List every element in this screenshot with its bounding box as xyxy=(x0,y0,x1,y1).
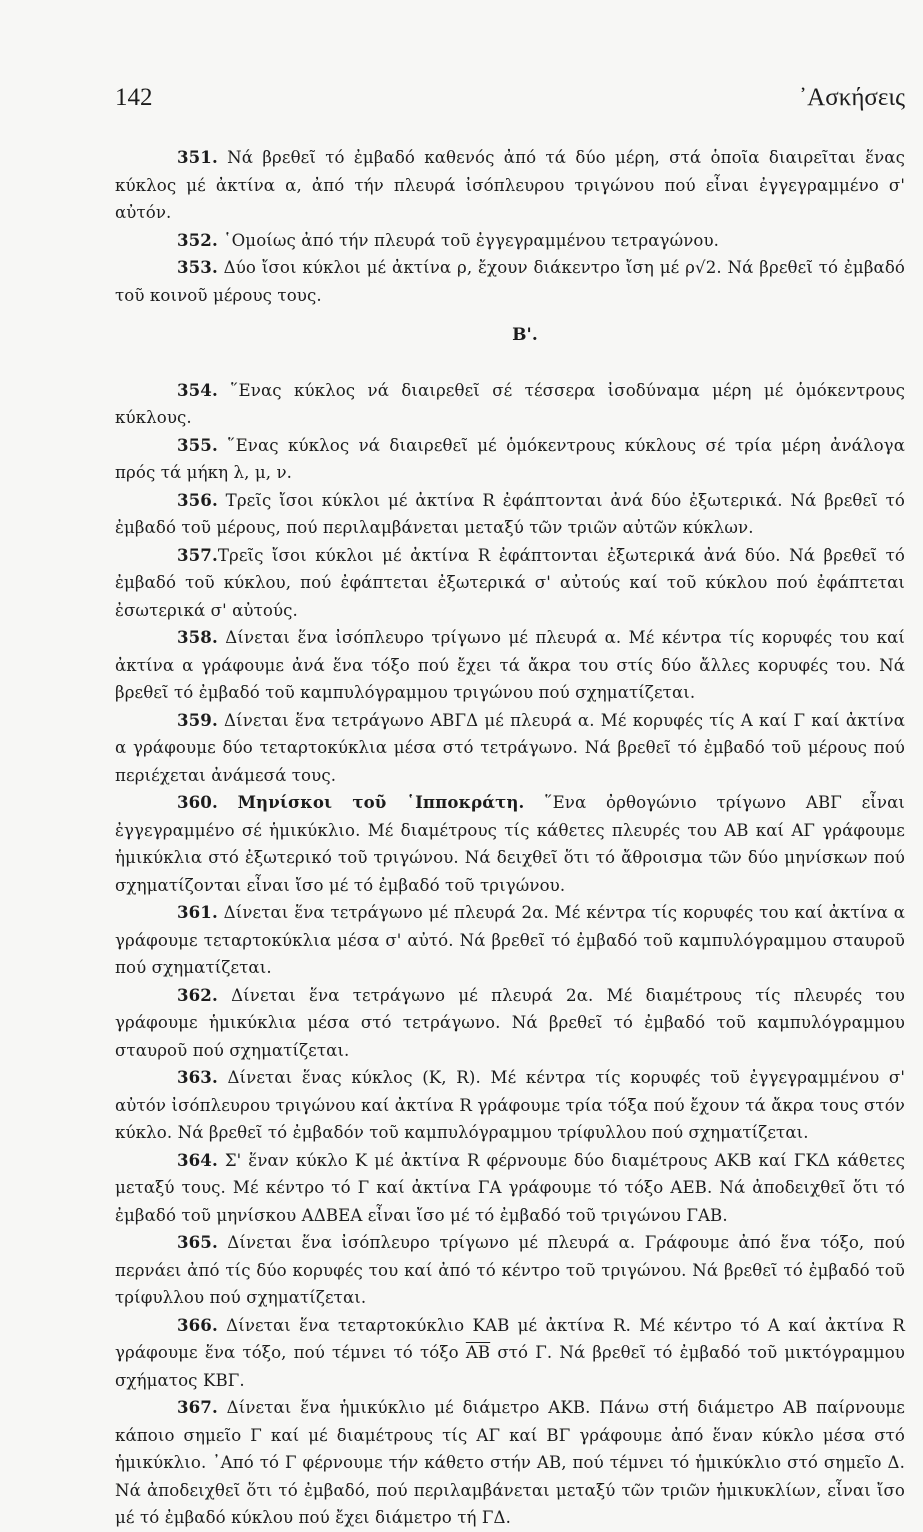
exercise-text: ῞Ενας κύκλος νά διαιρεθεῖ σέ τέσσερα ἰσοδύναμα μέρη μέ ὁμόκεντρους κύκλους. xyxy=(115,380,906,427)
exercise-text: Δύο ἴσοι κύκλοι μέ ἀκτίνα ρ, ἔχουν διάκεντρο ἴση μέ ρ√2. Νά βρεθεῖ τό ἐμβαδό τοῦ κοινοῦ μέρους τους. xyxy=(115,258,905,305)
exercise-text: Δίνεται ἕνα ἰσόπλευρο τρίγωνο μέ πλευρά α. Μέ κέντρα τίς κορυφές του καί ἀκτίνα α γράφουμε ἀνά ἕνα τόξο πού ἔχει τά ἄκρα του στίς δύο ἄλλες κορυφές του. Νά βρεθεῖ τό ἐμβαδό τοῦ καμπυλόγραμμου τριγώνου πού σχηματίζεται. xyxy=(115,628,906,702)
exercise-text: Δίνεται ἕνα ἰσόπλευρο τρίγωνο μέ πλευρά α. Γράφουμε ἀπό ἕνα τόξο, πού περνάει ἀπό τίς δύο κορυφές του καί ἀπό τό κέντρο τοῦ τριγώνου. Νά βρεθεῖ τό ἐμβαδό τοῦ τρίφυλλου πού σχηματίζεται. xyxy=(115,1233,906,1307)
exercise-362 xyxy=(115,982,905,1065)
exercise-361 xyxy=(115,899,905,982)
exercise-text: Δίνεται ἕνα ἡμικύκλιο μέ διάμετρο ΑΚΒ. Πάνω στή διάμετρο ΑΒ παίρνουμε κάποιο σημεῖο Γ καί μέ διαμέτρους τίς ΑΓ καί ΒΓ γράφουμε ἀπό ἕναν κύκλο μέσα στό ἡμικύκλιο. ᾿Από τό Γ φέρνουμε τήν κάθετο στήν ΑΒ, πού τέμνει τό ἡμικύκλιο στό σημεῖο Δ. Νά ἀποδειχθεῖ ὅτι τό ἐμβαδό, πού περιλαμβάνεται μεταξύ τῶν τριῶν ἡμικυκλίων, εἶναι ἴσο μέ τό ἐμβαδό κύκλου πού ἔχει διάμετρο τή ΓΔ. xyxy=(115,1398,906,1527)
exercise-number: 367. xyxy=(177,1397,218,1417)
exercise-text: Τρεῖς ἴσοι κύκλοι μέ ἀκτίνα R ἐφάπτονται ἐξωτερικά ἀνά δύο. Νά βρεθεῖ τό ἐμβαδό τοῦ κύκλου, πού ἐφάπτεται ἐξωτερικά σ' αὐτούς καί τοῦ κύκλου πού ἐφάπτεται ἐσωτερικά σ' αὐτούς. xyxy=(115,545,905,620)
exercise-355 xyxy=(115,432,905,487)
exercise-365 xyxy=(115,1229,905,1312)
arc-label: $\overline{AB}$ xyxy=(465,1343,491,1362)
exercise-366 xyxy=(115,1312,905,1395)
exercise-number: 362. xyxy=(177,984,218,1005)
section-heading: Β'. xyxy=(512,325,538,345)
exercise-352 xyxy=(115,227,905,255)
exercise-354 xyxy=(115,377,905,432)
exercise-text: Νά βρεθεῖ τό ἐμβαδό καθενός ἀπό τά δύο μέρη, στά ὁποῖα διαιρεῖται ἕνας κύκλος μέ ἀκτίνα α, ἀπό τήν πλευρά ἰσόπλευρου τριγώνου πού εἶναι ἐγγεγραμμένο σ' αὐτόν. xyxy=(115,148,906,222)
exercise-text: Σ' ἕναν κύκλο Κ μέ ἀκτίνα R φέρνουμε δύο διαμέτρους ΑΚΒ καί ΓΚΔ κάθετες μεταξύ τους. Μέ κέντρο τό Γ καί ἀκτίνα ΓΑ γράφουμε τό τόξο ΑΕΒ. Νά ἀποδειχθεῖ ὅτι τό ἐμβαδό τοῦ μηνίσκου ΑΔΒΕΑ εἶναι ἴσο μέ τό ἐμβαδό τοῦ τριγώνου ΓΑΒ. xyxy=(115,1150,905,1225)
page-header xyxy=(115,84,905,124)
exercise-363 xyxy=(115,1064,905,1147)
exercise-text: Δίνεται ἕνα τετράγωνο μέ πλευρά 2α. Μέ διαμέτρους τίς πλευρές του γράφουμε ἡμικύκλια μέσα στό τετράγωνο. Νά βρεθεῖ τό ἐμβαδό τοῦ καμπυλόγραμμου σταυροῦ πού σχηματίζεται. xyxy=(115,985,905,1060)
exercise-number: 352. xyxy=(177,229,218,250)
exercise-number: 364. xyxy=(177,1149,218,1170)
exercise-number: 366. xyxy=(177,1314,218,1335)
exercise-number: 357. xyxy=(177,544,218,565)
exercise-number: 354. xyxy=(177,379,218,400)
exercise-number: 355. xyxy=(177,434,218,455)
page-number: 142 xyxy=(115,84,153,111)
exercise-text: Δίνεται ἕνα τετράγωνο ΑΒΓΔ μέ πλευρά α. Μέ κορυφές τίς Α καί Γ καί ἀκτίνα α γράφουμε δύο τεταρτοκύκλια μέσα στό τετράγωνο. Νά βρεθεῖ τό ἐμβαδό τοῦ μέρους πού περιέχεται ἀνάμεσά τους. xyxy=(115,710,905,785)
exercise-number: 353. xyxy=(177,257,218,277)
exercise-text: Δίνεται ἕνας κύκλος (Κ, R). Μέ κέντρα τίς κορυφές τοῦ ἐγγεγραμμένου σ' αὐτόν ἰσόπλευρου τριγώνου καί ἀκτίνα R γράφουμε τρία τόξα πού ἔχουν τά ἄκρα τους στόν κύκλο. Νά βρεθεῖ τό ἐμβαδόν τοῦ καμπυλόγραμμου τρίφυλλου πού σχηματίζεται. xyxy=(115,1068,906,1142)
exercise-number: 358. xyxy=(177,627,218,647)
exercise-number: 365. xyxy=(177,1232,218,1252)
exercise-text: ῞Ενας κύκλος νά διαιρεθεῖ μέ ὁμόκεντρους κύκλους σέ τρία μέρη ἀνάλογα πρός τά μήκη λ, μ, ν. xyxy=(115,435,905,482)
exercise-356 xyxy=(115,487,905,542)
exercise-text-continued: στό Γ. Νά βρεθεῖ τό ἐμβαδό τοῦ μικτόγραμμου σχήματος ΚΒΓ. xyxy=(115,1343,905,1390)
exercise-number: 359. xyxy=(177,709,218,730)
exercise-text: Δίνεται ἕνα τεταρτοκύκλιο ΚΑΒ μέ ἀκτίνα R. Μέ κέντρο τό Α καί ἀκτίνα R γράφουμε ἕνα τόξο, πού τέμνει τό τόξο xyxy=(115,1315,905,1362)
exercise-text: ῞Ενα ὀρθογώνιο τρίγωνο ΑΒΓ εἶναι ἐγγεγραμμένο σέ ἡμικύκλιο. Μέ διαμέτρους τίς κάθετες πλευρές του ΑΒ καί ΑΓ γράφουμε ἡμικύκλια στό ἐξωτερικό τοῦ τριγώνου. Νά δειχθεῖ ὅτι τό ἄθροισμα τῶν δύο μηνίσκων πού σχηματίζονται εἶναι ἴσο μέ τό ἐμβαδό τοῦ τριγώνου. xyxy=(115,793,905,895)
exercise-351 xyxy=(115,144,905,227)
exercise-text: ῾Ομοίως ἀπό τήν πλευρά τοῦ ἐγγεγραμμένου τετραγώνου. xyxy=(223,230,720,250)
running-title: ᾿Ασκήσεις xyxy=(798,84,905,111)
exercise-358 xyxy=(115,624,905,707)
exercise-number: 361. xyxy=(177,902,218,922)
exercise-text: Δίνεται ἕνα τετράγωνο μέ πλευρά 2α. Μέ κέντρα τίς κορυφές του καί ἀκτίνα α γράφουμε τεταρτοκύκλια μέσα σ' αὐτό. Νά βρεθεῖ τό ἐμβαδό τοῦ καμπυλόγραμμου σταυροῦ πού σχηματίζεται. xyxy=(115,903,905,977)
exercise-364 xyxy=(115,1147,905,1230)
exercise-357 xyxy=(115,542,905,625)
exercise-number: 351. xyxy=(177,147,218,167)
exercise-number: 360. xyxy=(177,792,218,812)
exercise-367 xyxy=(115,1394,905,1532)
exercise-number: 356. xyxy=(177,489,218,510)
exercise-list xyxy=(115,144,905,1532)
exercise-360 xyxy=(115,789,905,899)
exercise-number: 363. xyxy=(177,1067,218,1087)
exercise-title: Μηνίσκοι τοῦ ῾Ιπποκράτη. xyxy=(237,792,525,812)
exercise-359 xyxy=(115,707,905,790)
exercise-text: Τρεῖς ἴσοι κύκλοι μέ ἀκτίνα R ἐφάπτονται ἀνά δύο ἐξωτερικά. Νά βρεθεῖ τό ἐμβαδό τοῦ μέρους, πού περιλαμβάνεται μεταξύ τῶν τριῶν αὐτῶν κύκλων. xyxy=(115,490,906,537)
exercise-353 xyxy=(115,254,905,309)
